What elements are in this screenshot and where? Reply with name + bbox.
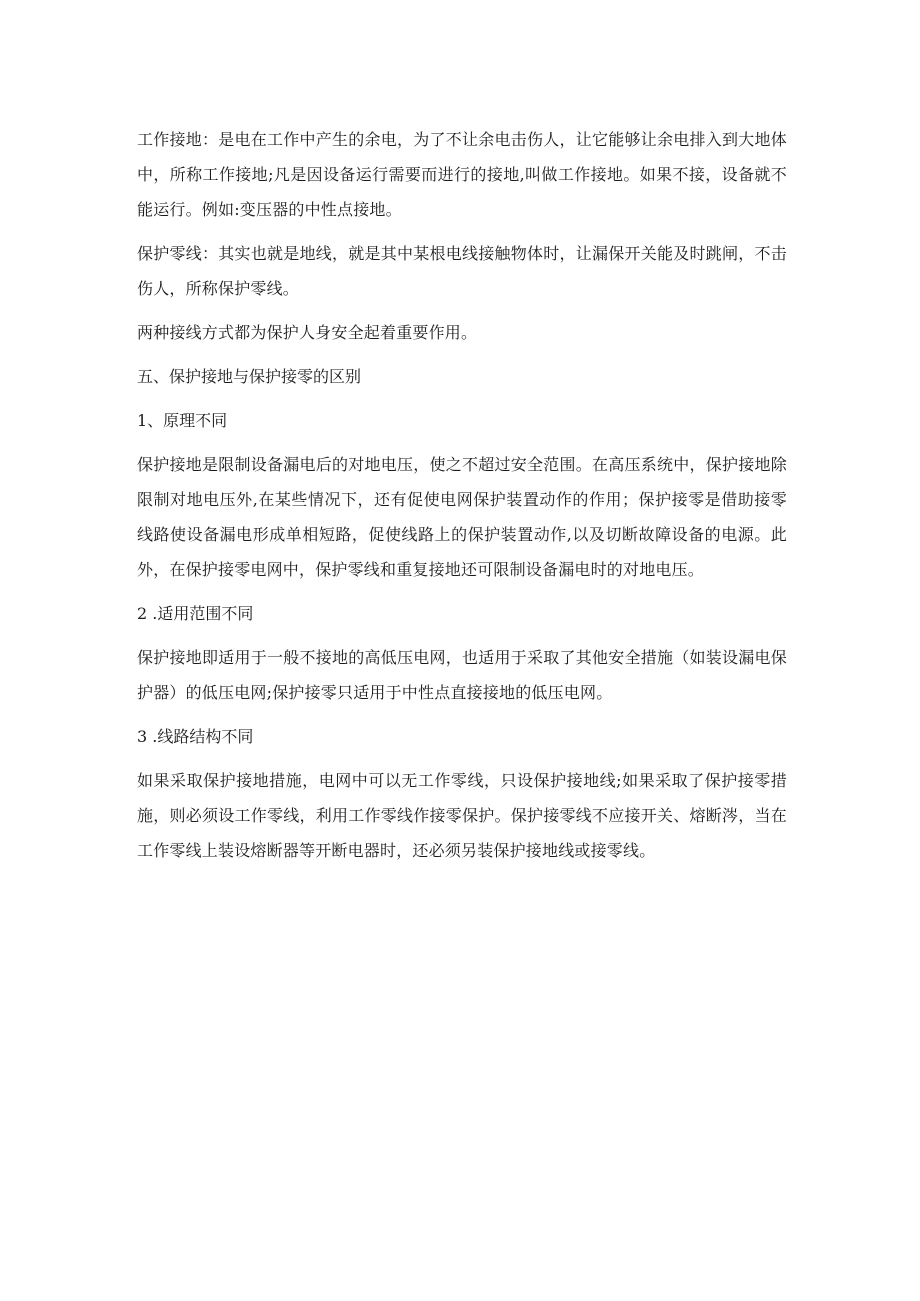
paragraph-scope: 保护接地即适用于一般不接地的高低压电网，也适用于采取了其他安全措施（如装设漏电保护器）的低压电网;保护接零只适用于中性点直接接地的低压电网。 [137,648,787,702]
subheading-structure: 3 .线路结构不同 [137,727,254,746]
paragraph-summary: 两种接线方式都为保护人身安全起着重要作用。 [137,323,478,342]
paragraph-structure: 如果采取保护接地措施，电网中可以无工作零线，只设保护接地线;如果采取了保护接零措施，则必须设工作零线，利用工作零线作接零保护。保护接零线不应接开关、熔断涔，当在工作零线上装设熔断器等开断电器时，还必须另装保护接地线或接零线。 [137,771,787,860]
paragraph-protective-neutral: 保护零线：其实也就是地线，就是其中某根电线接触物体时，让漏保开关能及时跳闸，不击伤人，所称保护零线。 [137,244,787,298]
section-heading-5: 五、保护接地与保护接零的区别 [137,367,362,386]
paragraph-working-ground: 工作接地：是电在工作中产生的余电，为了不让余电击伤人，让它能够让余电排入到大地体中，所称工作接地;凡是因设备运行需要而进行的接地,叫做工作接地。如果不接，设备就不能运行。例如:变压器的中性点接地。 [137,130,787,219]
document-body [137,122,787,877]
subheading-scope: 2 .适用范围不同 [137,604,254,623]
subheading-principle: 1、原理不同 [137,411,228,430]
paragraph-principle: 保护接地是限制设备漏电后的对地电压，使之不超过安全范围。在高压系统中，保护接地除限制对地电压外,在某些情况下，还有促使电网保护装置动作的作用；保护接零是借助接零线路使设备漏电形成单相短路，促使线路上的保护装置动作,以及切断故障设备的电源。此外，在保护接零电网中，保护零线和重复接地还可限制设备漏电时的对地电压。 [137,455,787,579]
